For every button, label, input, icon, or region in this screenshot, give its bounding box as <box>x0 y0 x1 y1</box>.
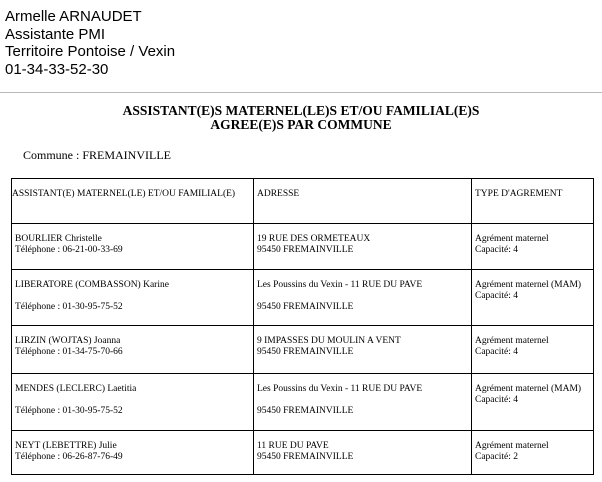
assistant-name: MENDES (LECLERC) Laetitia <box>15 384 137 394</box>
address-line-2: 95450 FREMAINVILLE <box>257 406 354 416</box>
assistant-cell <box>12 224 254 270</box>
assistant-phone: Téléphone : 06-26-87-76-49 <box>15 452 123 462</box>
header-cell-assistant: ASSISTANT(E) MATERNEL(LE) ET/OU FAMILIAL(E) <box>12 179 254 224</box>
sender-block <box>5 8 175 78</box>
address-cell <box>254 224 472 270</box>
address-line-1: Les Poussins du Vexin - 11 RUE DU PAVE <box>257 280 423 290</box>
assistant-phone: Téléphone : 06-21-00-33-69 <box>15 245 123 255</box>
assistant-phone: Téléphone : 01-30-95-75-52 <box>15 406 123 416</box>
assistant-name: LIBERATORE (COMBASSON) Karine <box>15 280 169 290</box>
table-header-row <box>12 179 594 224</box>
table-row <box>12 431 594 475</box>
table-row <box>12 326 594 374</box>
header-cell-address: ADRESSE <box>254 179 472 224</box>
sender-role: Assistante PMI <box>5 25 106 43</box>
agrement-type: Agrément maternel (MAM) <box>475 280 582 290</box>
address-cell <box>254 326 472 374</box>
agrement-type: Agrément maternel <box>475 234 549 244</box>
table-row <box>12 374 594 431</box>
sender-name: Armelle ARNAUDET <box>5 8 142 25</box>
agrement-cell <box>472 224 594 270</box>
address-cell <box>254 270 472 326</box>
agrement-cell <box>472 431 594 475</box>
document-title-line-1: ASSISTANT(E)S MATERNEL(LE)S ET/OU FAMILIAL(E)S <box>122 103 480 118</box>
assistant-name: LIRZIN (WOJTAS) Joanna <box>15 336 121 346</box>
agrement-capacity: Capacité: 4 <box>475 291 518 301</box>
table-row <box>12 270 594 326</box>
agrement-cell <box>472 326 594 374</box>
page-divider <box>0 92 602 93</box>
table-row <box>12 224 594 270</box>
address-line-1: Les Poussins du Vexin - 11 RUE DU PAVE <box>257 384 423 394</box>
header-cell-agrement: TYPE D'AGREMENT <box>472 179 594 224</box>
assistant-name: BOURLIER Christelle <box>15 234 102 244</box>
document-title <box>0 104 602 132</box>
address-line-2: 95450 FREMAINVILLE <box>257 347 354 357</box>
assistant-cell <box>12 326 254 374</box>
address-line-2: 95450 FREMAINVILLE <box>257 452 354 462</box>
sender-territory: Territoire Pontoise / Vexin <box>5 43 176 60</box>
agrement-capacity: Capacité: 2 <box>475 452 518 462</box>
assistant-name: NEYT (LEBETTRE) Julie <box>15 441 117 451</box>
assistant-cell <box>12 374 254 431</box>
document-title-line-2: AGREE(E)S PAR COMMUNE <box>210 117 392 132</box>
assistant-cell <box>12 270 254 326</box>
agrement-cell <box>472 374 594 431</box>
address-cell <box>254 374 472 431</box>
agrement-type: Agrément maternel (MAM) <box>475 384 582 394</box>
assistant-cell <box>12 431 254 475</box>
agrement-type: Agrément maternel <box>475 336 549 346</box>
assistants-table <box>11 178 594 475</box>
address-line-2: 95450 FREMAINVILLE <box>257 302 354 312</box>
address-line-1: 9 IMPASSES DU MOULIN A VENT <box>257 336 401 346</box>
agrement-type: Agrément maternel <box>475 441 549 451</box>
agrement-cell <box>472 270 594 326</box>
address-line-1: 19 RUE DES ORMETEAUX <box>257 234 371 244</box>
address-cell <box>254 431 472 475</box>
address-line-1: 11 RUE DU PAVE <box>257 441 329 451</box>
agrement-capacity: Capacité: 4 <box>475 245 518 255</box>
commune-label: Commune : FREMAINVILLE <box>23 148 171 162</box>
agrement-capacity: Capacité: 4 <box>475 395 518 405</box>
agrement-capacity: Capacité: 4 <box>475 347 518 357</box>
sender-phone: 01-34-33-52-30 <box>5 60 109 78</box>
assistant-phone: Téléphone : 01-34-75-70-66 <box>15 347 123 357</box>
assistant-phone: Téléphone : 01-30-95-75-52 <box>15 302 123 312</box>
address-line-2: 95450 FREMAINVILLE <box>257 245 354 255</box>
